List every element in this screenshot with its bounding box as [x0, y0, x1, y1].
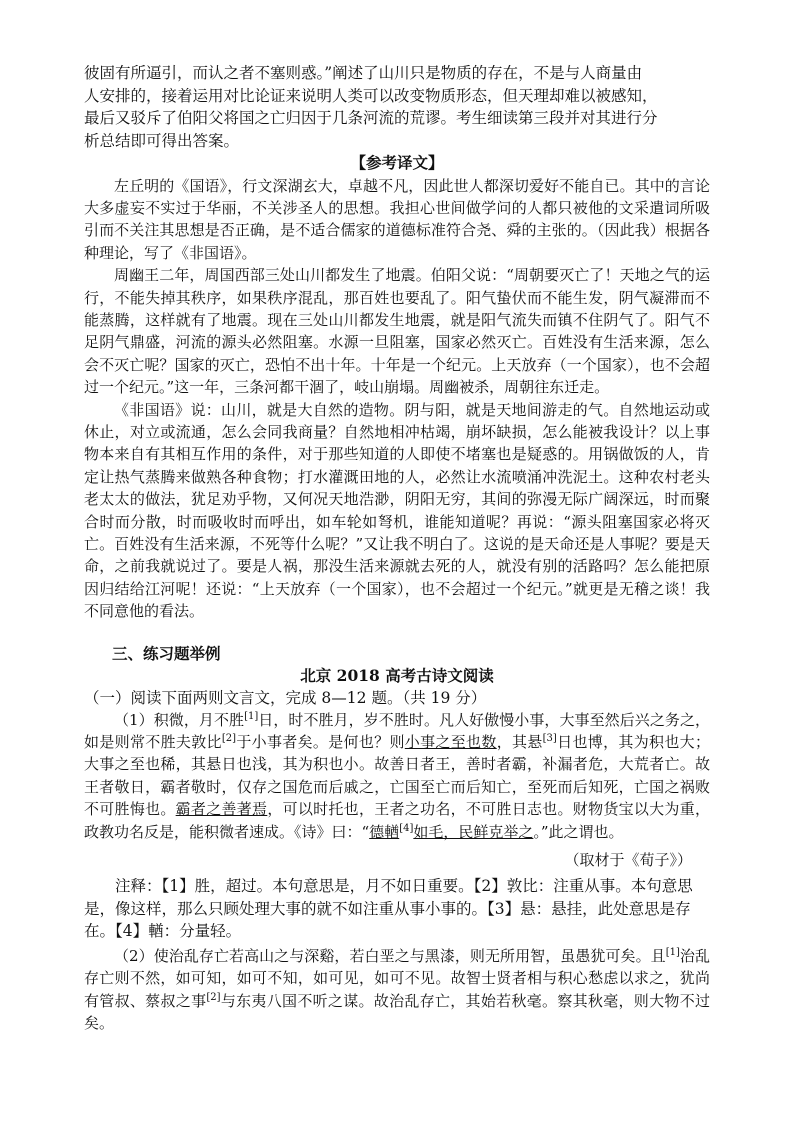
- intro-line: 最后又驳斥了伯阳父将国之亡归因于几条河流的荒谬。考生细读第三段并对其进行分: [84, 109, 658, 127]
- classical-paragraph-1: [84, 709, 710, 843]
- intro-line: 人安排的，接着运用对比论证来说明人类可以改变物质形态，但天理却难以被感知，: [84, 86, 658, 105]
- text-run: （2）使治乱存亡若高山之与深谿，若白垩之与黑漆，则无所用智，虽愚犹可矣。且: [114, 946, 666, 965]
- text-run: 。”此之谓也。: [533, 822, 624, 841]
- note-marker: [3]: [542, 733, 557, 745]
- note-marker: [2]: [221, 733, 237, 745]
- reference-translation: [84, 175, 710, 623]
- text-run: 日，时不胜月，岁不胜时。凡人好傲慢小事，大事至然后兴之务之，如是则常不胜夫敦比: [84, 710, 710, 752]
- intro-line: 析总结即可得出答案。: [84, 131, 240, 150]
- translation-paragraph: 左丘明的《国语》，行文深湖玄大，卓越不凡，因此世人都深切爱好不能自已。其中的言论大多虚妄不实过于华丽，不关涉圣人的思想。我担心世间做学问的人都只被他的文采遣词所吸引而不关注其思想是否正确，是不适合儒家的道德标准符合尧、舜的主张的。（因此我）根据各种理论，写了《非国语》。: [84, 176, 710, 262]
- translation-paragraph: 《非国语》说：山川，就是大自然的造物。阴与阳，就是天地间游走的气。自然地运动或休止，对立或流通，怎么会同我商量？自然地相冲枯竭，崩坏缺损，怎么能被我设计？以上事物本来自有其相互作用的条件，对于那些知道的人即使不堵塞也是疑惑的。用锅做饭的人，肯定让热气蒸腾来做熟各种食物；打水灌溉田地的人，必然让水流喷涌冲洗泥土。这种农村老头老太太的做法，犹足劝乎物，又何况天地浩渺，阴阳无穷，其间的弥漫无际广阔深远，时而聚合时而分散，时而吸收时而呼出，如车轮如弩机，谁能知道呢？再说：“源头阻塞国家必将灭亡。百姓没有生活来源，不死等什么呢？”又让我不明白了。这说的是天命还是人事呢？要是天命，之前我就说过了。要是人祸，那没生活来源就去死的人，就没有别的活路吗？怎么能把原因归结给江河呢！还说：“上天放弃（一个国家），也不会超过一个纪元。”就更是无稽之谈！我不同意他的看法。: [84, 400, 710, 621]
- note-marker: [4]: [399, 822, 414, 834]
- text-run: 与东夷八国不听之谋。故治乱存亡，其始若秋毫。察其秋毫，则大物不过矣。: [84, 991, 710, 1032]
- underlined-phrase: 如毛，民鲜克举之: [413, 822, 534, 841]
- classical-text-2: [84, 945, 710, 1035]
- text-run: ，其悬: [496, 733, 543, 752]
- reference-translation-heading: 【参考译文】: [350, 153, 444, 172]
- exam-title: 北京 2018 高考古诗文阅读: [300, 665, 494, 685]
- question-instructions: （一）阅读下面两则文言文，完成 8—12 题。（共 19 分）: [84, 688, 487, 707]
- text-run: 日也博，其为积也大；大事之至也稀，其悬日也浅，其为积也小。故善日者王，善时者霸，补漏者危，大荒者亡。故王者敬日，霸者敬时，仅存之国危而后戚之，亡国至亡而后知亡，至死而后知死，亡国之祸败不可胜悔也。: [84, 733, 710, 819]
- classical-paragraph-2: [84, 945, 710, 1035]
- text-run: 于小事者矣。是何也？则: [236, 733, 405, 752]
- note-marker: [1]: [244, 710, 259, 722]
- underlined-phrase: 小事之至也数: [404, 733, 497, 752]
- underlined-phrase: 德輶: [369, 822, 400, 841]
- annotations: 注释：【1】胜，超过。本句意思是，月不如日重要。【2】敦比：注重从事。本句意思是，像这样，那么只顾处理大事的就不如注重从事小事的。【3】悬：悬挂，此处意思是存在。【4】輶：分量轻。: [84, 877, 693, 941]
- text-run: 治乱存亡则不然，如可知，如可不知，如可见，如可不见。故智士贤者相与积心愁虑以求之，犹尚有管叔、蔡叔之事: [84, 946, 710, 1010]
- text-run: （1）积微，月不胜: [114, 710, 245, 729]
- translation-paragraph: 周幽王二年，周国西部三处山川都发生了地震。伯阳父说：“周朝要灭亡了！天地之气的运行，不能失掉其秩序，如果秩序混乱，那百姓也要乱了。阳气蛰伏而不能生发，阴气凝滞而不能蒸腾，这样就有了地震。现在三处山川都发生地震，就是阳气流失而镇不住阴气了。阳气不足阴气鼎盛，河流的源头必然阻塞。水源一旦阻塞，国家必然灭亡。百姓没有生活来源，怎么会不灭亡呢？国家的灭亡，恐怕不出十年。十年是一个纪元。上天放弃（一个国家），也不会超过一个纪元。”这一年，三条河都干涸了，岐山崩塌。周幽被杀，周朝往东迁走。: [84, 266, 710, 397]
- intro-line: 彼固有所逼引，而认之者不塞则惑。”阐述了山川只是物质的存在，不是与人商量由: [84, 64, 643, 82]
- note-marker: [2]: [206, 991, 221, 1003]
- note-marker: [1]: [665, 946, 680, 958]
- text-run: ，可以时托也，王者之功名，不可胜日志也。财物货宝以大为重，政教功名反是，能积微者速成。《诗》曰：“: [84, 800, 710, 841]
- document-page: [84, 62, 710, 1034]
- source-citation: （取材于《荀子》）: [564, 851, 692, 870]
- classical-text-1: [84, 709, 710, 843]
- section-heading: 三、练习题举例: [112, 643, 221, 663]
- underlined-phrase: 霸者之善著焉: [175, 800, 268, 819]
- analysis-intro: [84, 62, 710, 152]
